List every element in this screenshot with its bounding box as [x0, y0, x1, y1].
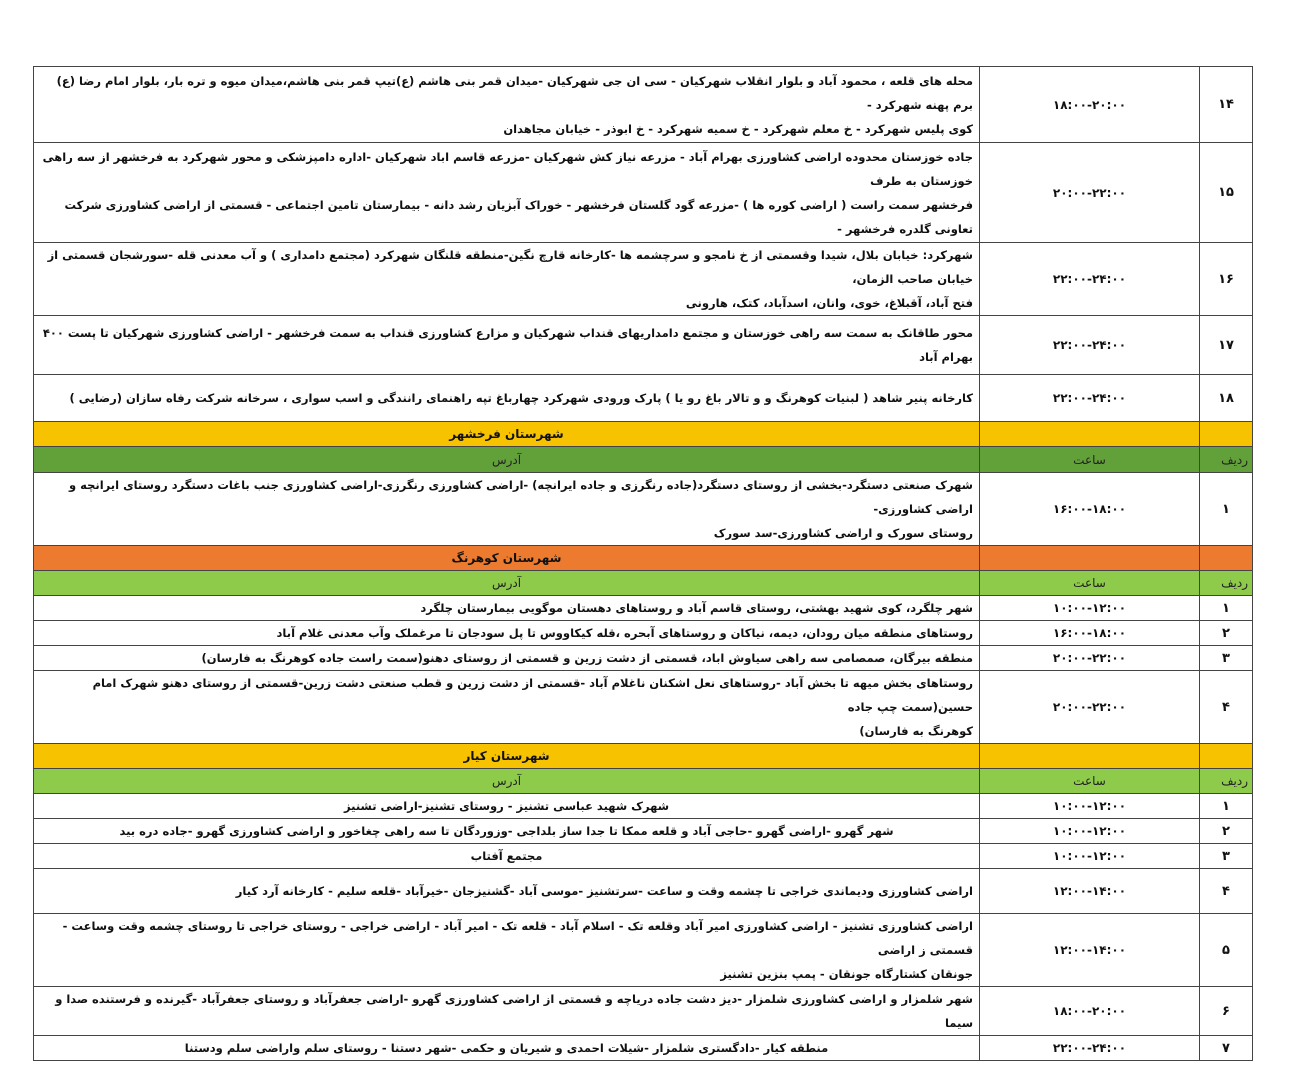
kiar-row-number: ۱ — [1200, 794, 1253, 819]
kiar-row-number: ۵ — [1200, 914, 1253, 987]
top-row-number: ۱۶ — [1200, 243, 1253, 316]
kuhrang-address — [34, 671, 980, 744]
schedule-sheet — [34, 66, 1253, 1061]
kiar-row-number: ۷ — [1200, 1036, 1253, 1061]
address-line: روستاهای بخش میهه تا بخش آباد -روستاهای نعل اشکنان ناغلام آباد -قسمتی از دشت زرین و قطب صنعتی دشت زرین-قسمتی از روستای دهنو شهرک امام حسین(سمت چپ جاده — [92, 676, 973, 714]
kiar-time: ۲۲:۰۰-۲۴:۰۰ — [980, 1036, 1200, 1061]
county-band — [34, 422, 1253, 447]
top-row-number: ۱۴ — [1200, 67, 1253, 143]
table-row — [34, 316, 1253, 375]
column-header-row — [34, 571, 1253, 596]
address-line: فتح آباد، آقبلاغ، خوی، وانان، اسدآباد، کتک، هارونی — [685, 296, 973, 310]
header-time: ساعت — [980, 769, 1200, 794]
table-row — [34, 794, 1253, 819]
kiar-row-number: ۲ — [1200, 819, 1253, 844]
band-empty — [1200, 422, 1253, 447]
header-row-number: ردیف — [1200, 769, 1253, 794]
kiar-row-number: ۶ — [1200, 987, 1253, 1036]
address-line: روستای سورک و اراضی کشاورزی-سد سورک — [713, 526, 973, 540]
table-row — [34, 596, 1253, 621]
outage-table — [33, 66, 1253, 1061]
kiar-address — [34, 1036, 980, 1061]
top-row-number: ۱۷ — [1200, 316, 1253, 375]
kiar-time: ۱۸:۰۰-۲۰:۰۰ — [980, 987, 1200, 1036]
kiar-address — [34, 819, 980, 844]
kiar-address — [34, 869, 980, 914]
kuhrang-address — [34, 596, 980, 621]
farrokhshahr-address — [34, 473, 980, 546]
header-row-number: ردیف — [1200, 571, 1253, 596]
table-row — [34, 1036, 1253, 1061]
table-row — [34, 844, 1253, 869]
top-time: ۱۸:۰۰-۲۰:۰۰ — [980, 67, 1200, 143]
address-line: منطقه بیرگان، صمصامی سه راهی سیاوش اباد، قسمتی از دشت زرین و قسمتی از روستای دهنو(سمت راست جاده کوهرنگ به فارسان) — [201, 651, 973, 665]
top-time: ۲۲:۰۰-۲۴:۰۰ — [980, 243, 1200, 316]
band-empty — [1200, 546, 1253, 571]
kiar-time: ۱۰:۰۰-۱۲:۰۰ — [980, 819, 1200, 844]
county-band — [34, 744, 1253, 769]
top-address — [34, 375, 980, 422]
table-row — [34, 914, 1253, 987]
table-row — [34, 375, 1253, 422]
kuhrang-row-number: ۲ — [1200, 621, 1253, 646]
top-address — [34, 243, 980, 316]
table-row — [34, 869, 1253, 914]
address-line: محور طاقانک به سمت سه راهی خوزستان و مجتمع دامداریهای قنداب شهرکیان و مزارع کشاورزی قنداب به سمت فرخشهر - اراضی کشاورزی شهرکیان تا پست ۴۰۰ بهرام آباد — [42, 326, 973, 364]
table-row — [34, 243, 1253, 316]
address-line: کارخانه پنیر شاهد ( لبنیات کوهرنگ و و تالار باغ رو یا ) پارک ورودی شهرکرد چهارباغ تپه راهنمای رانندگی و اسب سواری ، سرخانه شرکت رفاه سازان (رضایی ) — [69, 391, 973, 405]
header-address: آدرس — [34, 769, 980, 794]
address-line: شهرک شهید عباسی تشنیز - روستای تشنیز-اراضی تشنیز — [343, 799, 670, 813]
kiar-row-number: ۴ — [1200, 869, 1253, 914]
farrokhshahr-time: ۱۶:۰۰-۱۸:۰۰ — [980, 473, 1200, 546]
address-line: محله های قلعه ، محمود آباد و بلوار انقلاب شهرکیان - سی ان جی شهرکیان -میدان قمر بنی هاشم (ع)تیپ قمر بنی هاشم،میدان میوه و تره بار، بلوار امام رضا (ع) برم پهنه شهرکرد - — [56, 73, 973, 112]
address-line: جونقان کشتارگاه جونقان - پمپ بنزین تشنیز — [720, 967, 973, 981]
address-line: شهرک صنعتی دستگرد-بخشی از روستای دستگرد(جاده رنگرزی و جاده ایرانچه) -اراضی کشاورزی رنگرزی-اراضی کشاورزی جنب باغات دستگرد روستای ایرانچه و اراضی کشاورزی- — [68, 478, 973, 516]
address-line: فرخشهر سمت راست ( اراضی کوره ها ) -مزرعه گود گلستان فرخشهر - خوراک آبزیان رشد دانه - بیمارستان تامین اجتماعی - قسمتی از اراضی کشاورزی شرکت تعاونی گلدره فرخشهر - — [64, 197, 973, 236]
table-row — [34, 646, 1253, 671]
top-row-number: ۱۵ — [1200, 143, 1253, 243]
address-line: کوهرنگ به فارسان) — [859, 724, 973, 738]
kiar-address — [34, 914, 980, 987]
county-title: شهرستان کوهرنگ — [34, 546, 980, 571]
kuhrang-row-number: ۳ — [1200, 646, 1253, 671]
address-line: روستاهای منطقه میان رودان، دیمه، نیاکان و روستاهای آبحره ،قله کیکاووس تا پل سودجان تا مرغملک وآب معدنی غلام آباد — [276, 626, 973, 640]
table-row — [34, 987, 1253, 1036]
address-line: شهر گهرو -اراضی گهرو -حاجی آباد و قلعه ممکا تا جدا ساز بلداجی -وزوردگان تا سه راهی چغاخور و اراضی کشاورزی گهرو -جاده دره بید — [119, 824, 894, 838]
header-time: ساعت — [980, 447, 1200, 473]
kuhrang-time: ۲۰:۰۰-۲۲:۰۰ — [980, 671, 1200, 744]
band-empty — [980, 744, 1200, 769]
table-row — [34, 67, 1253, 143]
kuhrang-address — [34, 646, 980, 671]
column-header-row — [34, 769, 1253, 794]
column-header-row — [34, 447, 1253, 473]
farrokhshahr-row-number: ۱ — [1200, 473, 1253, 546]
header-time: ساعت — [980, 571, 1200, 596]
header-row-number: ردیف — [1200, 447, 1253, 473]
table-row — [34, 143, 1253, 243]
address-line: منطقه کیار -دادگستری شلمزار -شیلات احمدی و شیریان و حکمی -شهر دستنا - روستای سلم واراضی سلم ودستنا — [184, 1041, 829, 1055]
header-address: آدرس — [34, 571, 980, 596]
kiar-time: ۱۰:۰۰-۱۲:۰۰ — [980, 844, 1200, 869]
county-title: شهرستان کیار — [34, 744, 980, 769]
top-time: ۲۲:۰۰-۲۴:۰۰ — [980, 316, 1200, 375]
kuhrang-row-number: ۴ — [1200, 671, 1253, 744]
table-row — [34, 819, 1253, 844]
kuhrang-row-number: ۱ — [1200, 596, 1253, 621]
kuhrang-time: ۱۶:۰۰-۱۸:۰۰ — [980, 621, 1200, 646]
band-empty — [1200, 744, 1253, 769]
top-address — [34, 67, 980, 143]
band-empty — [980, 422, 1200, 447]
kiar-time: ۱۲:۰۰-۱۴:۰۰ — [980, 914, 1200, 987]
top-time: ۲۰:۰۰-۲۲:۰۰ — [980, 143, 1200, 243]
table-row — [34, 473, 1253, 546]
kiar-address — [34, 844, 980, 869]
address-line: شهرکرد: خیابان بلال، شیدا وقسمتی از خ نامجو و سرچشمه ها -کارخانه قارچ نگین-منطقه قلنگان شهرکرد (مجتمع دامداری ) و آب معدنی قله -سورشجان قسمتی از خیابان صاحب الزمان، — [47, 248, 973, 286]
kuhrang-time: ۱۰:۰۰-۱۲:۰۰ — [980, 596, 1200, 621]
kiar-time: ۱۰:۰۰-۱۲:۰۰ — [980, 794, 1200, 819]
top-time: ۲۲:۰۰-۲۴:۰۰ — [980, 375, 1200, 422]
table-row — [34, 671, 1253, 744]
address-line: مجتمع آفتاب — [470, 849, 543, 863]
address-line: اراضی کشاورزی ودیماندی خراجی تا چشمه وقت و ساعت -سرتشنیز -موسی آباد -گشنیزجان -خیرآباد -قلعه سلیم - کارخانه آرد کیار — [235, 884, 973, 898]
address-line: شهر چلگرد، کوی شهید بهشتی، روستای قاسم آباد و روستاهای دهستان موگویی بیمارستان چلگرد — [420, 601, 973, 615]
county-title: شهرستان فرخشهر — [34, 422, 980, 447]
top-address — [34, 316, 980, 375]
kuhrang-address — [34, 621, 980, 646]
address-line: شهر شلمزار و اراضی کشاورزی شلمزار -دیز دشت جاده دریاچه و قسمتی از اراضی کشاورزی گهرو -اراضی جعفرآباد و روستای جعفرآباد -گیرنده و فرستنده صدا و سیما — [55, 992, 973, 1030]
address-line: اراضی کشاورزی تشنیز - اراضی کشاورزی امیر آباد وقلعه تک - اسلام آباد - قلعه تک - امیر آباد - اراضی خراجی - روستای خراجی تا روستای چشمه وقت وساعت - قسمتی ز اراضی — [62, 919, 973, 957]
kuhrang-time: ۲۰:۰۰-۲۲:۰۰ — [980, 646, 1200, 671]
kiar-address — [34, 794, 980, 819]
kiar-time: ۱۲:۰۰-۱۴:۰۰ — [980, 869, 1200, 914]
address-line: کوی پلیس شهرکرد - خ معلم شهرکرد - خ سمیه شهرکرد - خ ابوذر - خیابان مجاهدان — [503, 121, 973, 136]
header-address: آدرس — [34, 447, 980, 473]
kiar-row-number: ۳ — [1200, 844, 1253, 869]
kiar-address — [34, 987, 980, 1036]
top-row-number: ۱۸ — [1200, 375, 1253, 422]
top-address — [34, 143, 980, 243]
table-row — [34, 621, 1253, 646]
band-empty — [980, 546, 1200, 571]
address-line: جاده خوزستان محدوده اراضی کشاورزی بهرام آباد - مزرعه نیاز کش شهرکیان -مزرعه قاسم اباد شهرکیان -اداره دامپزشکی و محور شهرکرد به فرخشهر از سه راهی خوزستان به طرف — [42, 149, 973, 188]
county-band — [34, 546, 1253, 571]
